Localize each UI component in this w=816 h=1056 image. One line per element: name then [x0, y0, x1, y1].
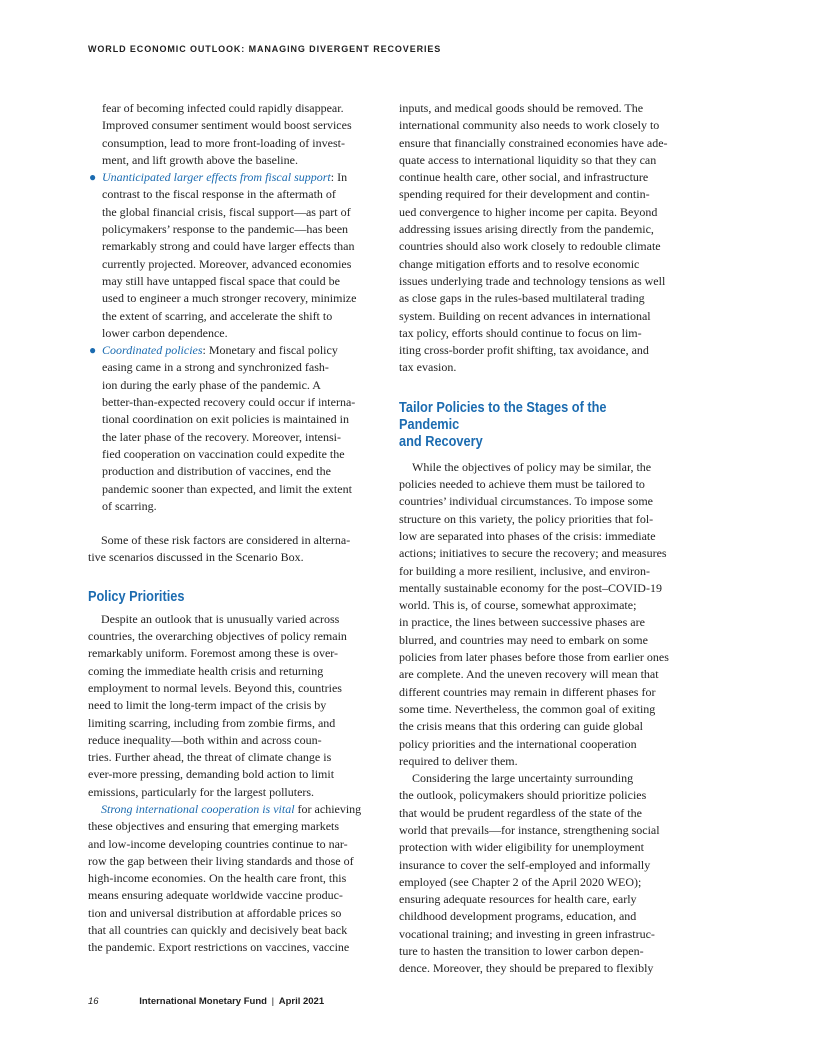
- international-cooperation-paragraph: Strong international cooperation is vital for achieving these objectives and ensuring that emerging markets and low-income developing countries continue to nar- row the gap between their living standards and those of high-income economies. On the health care front, this means ensuring adequate worldwide vaccine produc- tion and universal distribution at affordable prices so that all countries can quickly and decisively beat back the pandemic. Export restrictions on vaccines, vaccine: [88, 801, 362, 955]
- risk-bullet-list: [88, 169, 378, 515]
- tailor-policies-paragraph: While the objectives of policy may be similar, the policies needed to achieve them must be tailored to countries’ individual circumstances. To impose some structure on this variety, the policy priorities that fol- low are separated into phases of the crisis: immediate actions; initiatives to secure the recovery; and measures for building a more resilient, inclusive, and environ- mentally sustainable economy for the post–COVID-19 world. This is, of course, somewhat approximate; in practice, the lines between successive phases are blurred, and countries may need to embark on some policies from later phases before those from earlier ones are complete. And the uneven recovery will mean that different countries may remain in different phases for some time. Nevertheless, the common goal of exiting the crisis means that this ordering can guide global policy priorities and the international cooperation required to deliver them.: [399, 459, 669, 768]
- section-heading-tailor-policies: Tailor Policies to the Stages of the Pandemic and Recovery: [399, 399, 607, 450]
- risk-scenarios-paragraph: Some of these risk factors are considered in alterna- tive scenarios discussed in the Scenario Box.: [88, 533, 351, 565]
- running-header: WORLD ECONOMIC OUTLOOK: MANAGING DIVERGENT RECOVERIES: [88, 44, 442, 54]
- uncertainty-paragraph: Considering the large uncertainty surrounding the outlook, policymakers should prioritize policies that would be prudent regardless of the state of the world that prevails—for instance, strengthening social protection with wider eligibility for unemployment insurance to cover the self-employed and informally employed (see Chapter 2 of the April 2020 WEO); ensuring adequate resources for health care, early childhood development programs, education, and vocational training; and investing in green infrastruc- ture to hasten the transition to lower carbon depen- dence. Moreover, they should be prepared to flexibly: [399, 771, 660, 976]
- bullet-icon: ●: [89, 170, 97, 185]
- bullet-icon: ●: [89, 343, 97, 358]
- footer-source: International Monetary Fund: [139, 996, 267, 1007]
- page-number: 16: [88, 996, 99, 1007]
- continued-bullet-text: fear of becoming infected could rapidly disappear. Improved consumer sentiment would boost services consumption, lead to more front-loading of invest- ment, and lift growth above the baseline.: [102, 101, 352, 167]
- bullet-coordinated-policies: ● Coordinated policies: Monetary and fiscal policy easing came in a strong and synchronized fash- ion during the early phase of the pandemic. A better-than-expected recovery could occur if interna- tional coordination on exit policies is maintained in the later phase of the recovery. Moreover, intensi- fied cooperation on vaccination could expedite the production and distribution of vaccines, end the pandemic sooner than expected, and limit the extent of scarring.: [89, 343, 356, 513]
- section-heading-policy-priorities: Policy Priorities: [88, 588, 185, 605]
- continued-cooperation-paragraph: inputs, and medical goods should be removed. The international community also needs to work closely to ensure that financially constrained economies have ade- quate access to international liquidity so that they can continue health care, other social, and infrastructure spending required for their development and contin- ued convergence to higher income per capita. Beyond addressing issues arising directly from the pandemic, countries should also work closely to redouble climate change mitigation efforts and to resolve economic issues underlying trade and technology tensions as well as close gaps in the rules-based multilateral trading system. Building on recent advances in international tax policy, efforts should continue to focus on lim- iting cross-border profit shifting, tax avoidance, and tax evasion.: [399, 101, 668, 375]
- footer-date: April 2021: [278, 996, 325, 1007]
- left-column: [88, 100, 378, 957]
- bullet-lead-fiscal: Unanticipated larger effects from fiscal support: [102, 170, 331, 185]
- page-footer: [88, 996, 324, 1007]
- bullet-fiscal-support: ● Unanticipated larger effects from fiscal support: In contrast to the fiscal response in the aftermath of the global financial crisis, fiscal support—as part of policymakers’ response to the pandemic—has been remarkably strong and could have larger effects than currently projected. Moreover, advanced economies may still have untapped fiscal space that could be used to engineer a much stronger recovery, minimize the extent of scarring, and accelerate the shift to lower carbon dependence.: [89, 170, 357, 340]
- footer-separator: |: [271, 996, 275, 1007]
- bullet-lead-coordinated: Coordinated policies: [102, 343, 203, 358]
- right-column: [399, 100, 689, 978]
- cooperation-emphasis: Strong international cooperation is vital: [101, 801, 295, 816]
- policy-priorities-paragraph: Despite an outlook that is unusually varied across countries, the overarching objectives of policy remain remarkably uniform. Foremost among these is over- coming the immediate health crisis and returning employment to normal levels. Beyond this, countries need to limit the long-term impact of the crisis by limiting scarring, including from zombie firms, and reduce inequality—both within and across coun- tries. Further ahead, the threat of climate change is ever-more pressing, demanding bold action to limit emissions, particularly for the largest polluters.: [88, 611, 347, 799]
